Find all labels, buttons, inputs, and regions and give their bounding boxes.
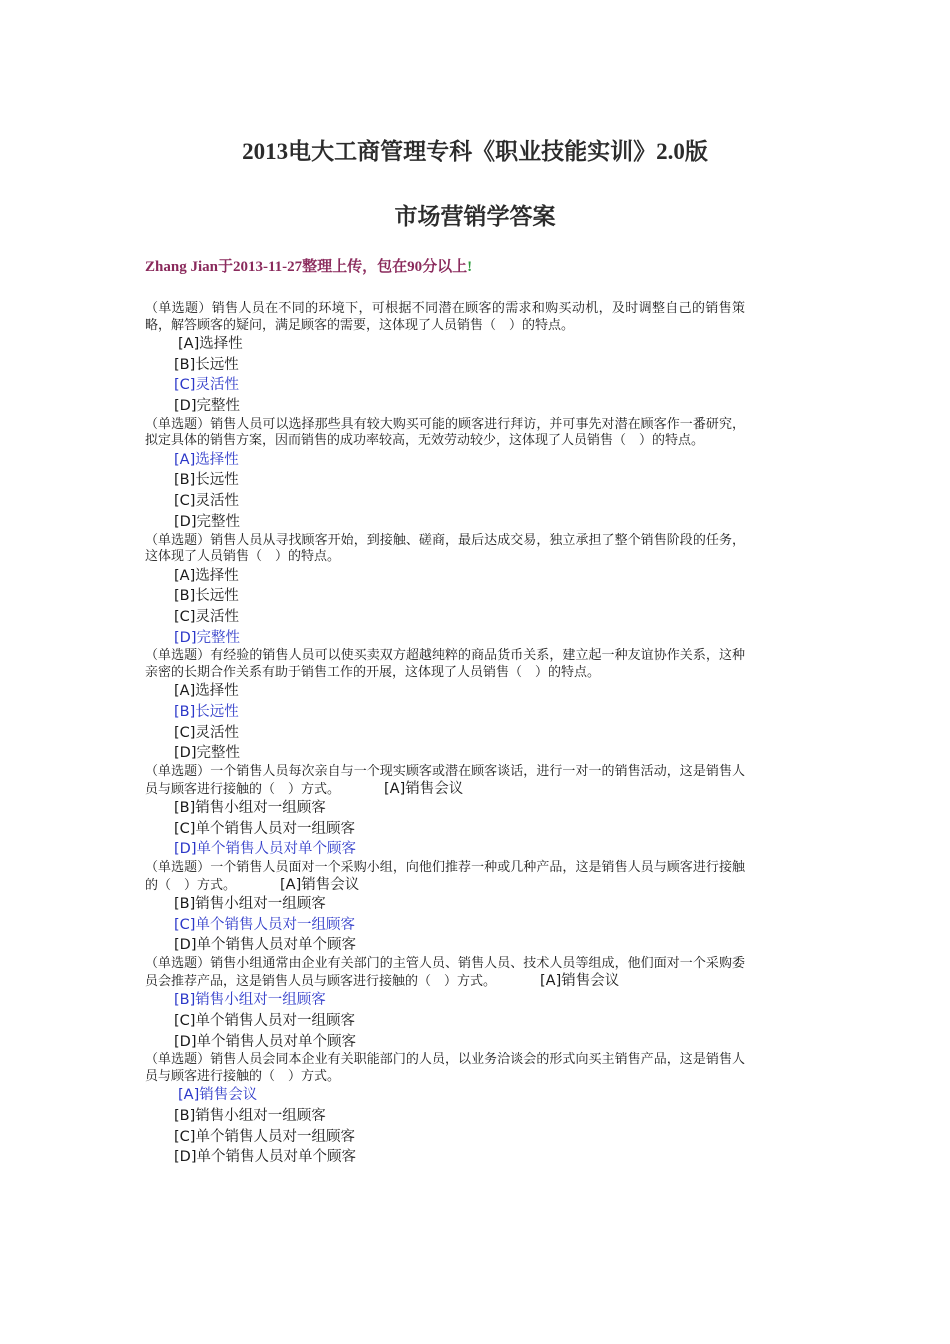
question-6-option-d: [D]单个销售人员对单个顾客 [174, 937, 356, 954]
question-8: （单选题）销售人员会同本企业有关职能部门的人员，以业务洽谈会的形式向买主销售产品，这是销售人员与顾客进行接触的（ ）方式。 [145, 1052, 745, 1084]
question-5 [145, 764, 745, 798]
question-7 [145, 956, 745, 990]
question-7-option-c: [C]单个销售人员对一组顾客 [174, 1012, 355, 1029]
document-title: 2013电大工商管理专科《职业技能实训》2.0版 [242, 139, 708, 164]
question-1-option-d: [D]完整性 [174, 398, 240, 415]
question-2-option-b: [B]长远性 [174, 472, 239, 489]
question-7-option-a: [A]销售会议 [540, 972, 620, 989]
question-5-option-d: [D]单个销售人员对单个顾客 [174, 841, 356, 858]
question-list [145, 301, 745, 1168]
question-2-option-a: [A]选择性 [174, 451, 239, 468]
question-1-option-a: [A]选择性 [178, 336, 243, 352]
question-1: （单选题）销售人员在不同的环境下，可根据不同潜在顾客的需求和购买动机，及时调整自己的销售策略，解答顾客的疑问，满足顾客的需要，这体现了人员销售（ ）的特点。 [145, 301, 745, 333]
question-3: （单选题）销售人员从寻找顾客开始，到接触、磋商，最后达成交易，独立承担了整个销售阶段的任务，这体现了人员销售（ ）的特点。 [145, 532, 745, 564]
question-4-option-c: [C]灵活性 [174, 724, 239, 741]
question-7-text: （单选题）销售小组通常由企业有关部门的主管人员、销售人员、技术人员等组成，他们面对一个采购委员会推荐产品，这是销售人员与顾客进行接触的（ ）方式。 [145, 956, 745, 989]
question-5-option-a: [A]销售会议 [384, 780, 464, 797]
question-4: （单选题）有经验的销售人员可以使买卖双方超越纯粹的商品货币关系，建立起一种友谊协作关系，这种亲密的长期合作关系有助于销售工作的开展，这体现了人员销售（ ）的特点。 [145, 648, 745, 680]
question-4-option-d: [D]完整性 [174, 745, 240, 762]
question-6-option-a: [A]销售会议 [280, 876, 360, 893]
document-subtitle: 市场营销学答案 [394, 204, 556, 229]
upload-note [145, 255, 472, 276]
question-5-text: （单选题）一个销售人员每次亲自与一个现实顾客或潜在顾客谈话，进行一对一的销售活动，这是销售人员与顾客进行接触的（ ）方式。 [145, 764, 745, 797]
question-3-option-b: [B]长远性 [174, 588, 239, 605]
question-6-option-c: [C]单个销售人员对一组顾客 [174, 916, 355, 933]
question-8-option-d: [D]单个销售人员对单个顾客 [174, 1149, 356, 1166]
question-8-option-b: [B]销售小组对一组顾客 [174, 1107, 326, 1124]
question-7-option-b: [B]销售小组对一组顾客 [174, 992, 326, 1009]
question-2-option-c: [C]灵活性 [174, 493, 239, 510]
question-5-option-b: [B]销售小组对一组顾客 [174, 800, 326, 816]
question-8-option-c: [C]单个销售人员对一组顾客 [174, 1128, 355, 1145]
question-4-option-b: [B]长远性 [174, 703, 239, 720]
question-2: （单选题）销售人员可以选择那些具有较大购买可能的顾客进行拜访，并可事先对潜在顾客作一番研究，拟定具体的销售方案，因而销售的成功率较高，无效劳动较少，这体现了人员销售（ ）的特点。 [145, 416, 745, 449]
upload-note-mark: ! [467, 259, 473, 275]
question-6 [145, 860, 745, 894]
question-3-option-d: [D]完整性 [174, 629, 240, 646]
question-3-option-a: [A]选择性 [174, 567, 239, 584]
question-8-option-a: [A]销售会议 [178, 1087, 258, 1104]
question-4-option-a: [A]选择性 [174, 683, 239, 700]
question-2-option-d: [D]完整性 [174, 513, 240, 530]
question-1-option-b: [B]长远性 [174, 356, 239, 373]
question-6-text: （单选题）一个销售人员面对一个采购小组，向他们推荐一种或几种产品，这是销售人员与顾客进行接触的（ ）方式。 [145, 860, 745, 893]
question-1-option-c: [C]灵活性 [174, 377, 239, 394]
upload-note-text: Zhang Jian于2013-11-27整理上传，包在90分以上 [145, 259, 468, 275]
question-5-option-c: [C]单个销售人员对一组顾客 [174, 820, 355, 837]
question-3-option-c: [C]灵活性 [174, 608, 239, 625]
question-6-option-b: [B]销售小组对一组顾客 [174, 896, 326, 913]
question-7-option-d: [D]单个销售人员对单个顾客 [174, 1033, 356, 1050]
